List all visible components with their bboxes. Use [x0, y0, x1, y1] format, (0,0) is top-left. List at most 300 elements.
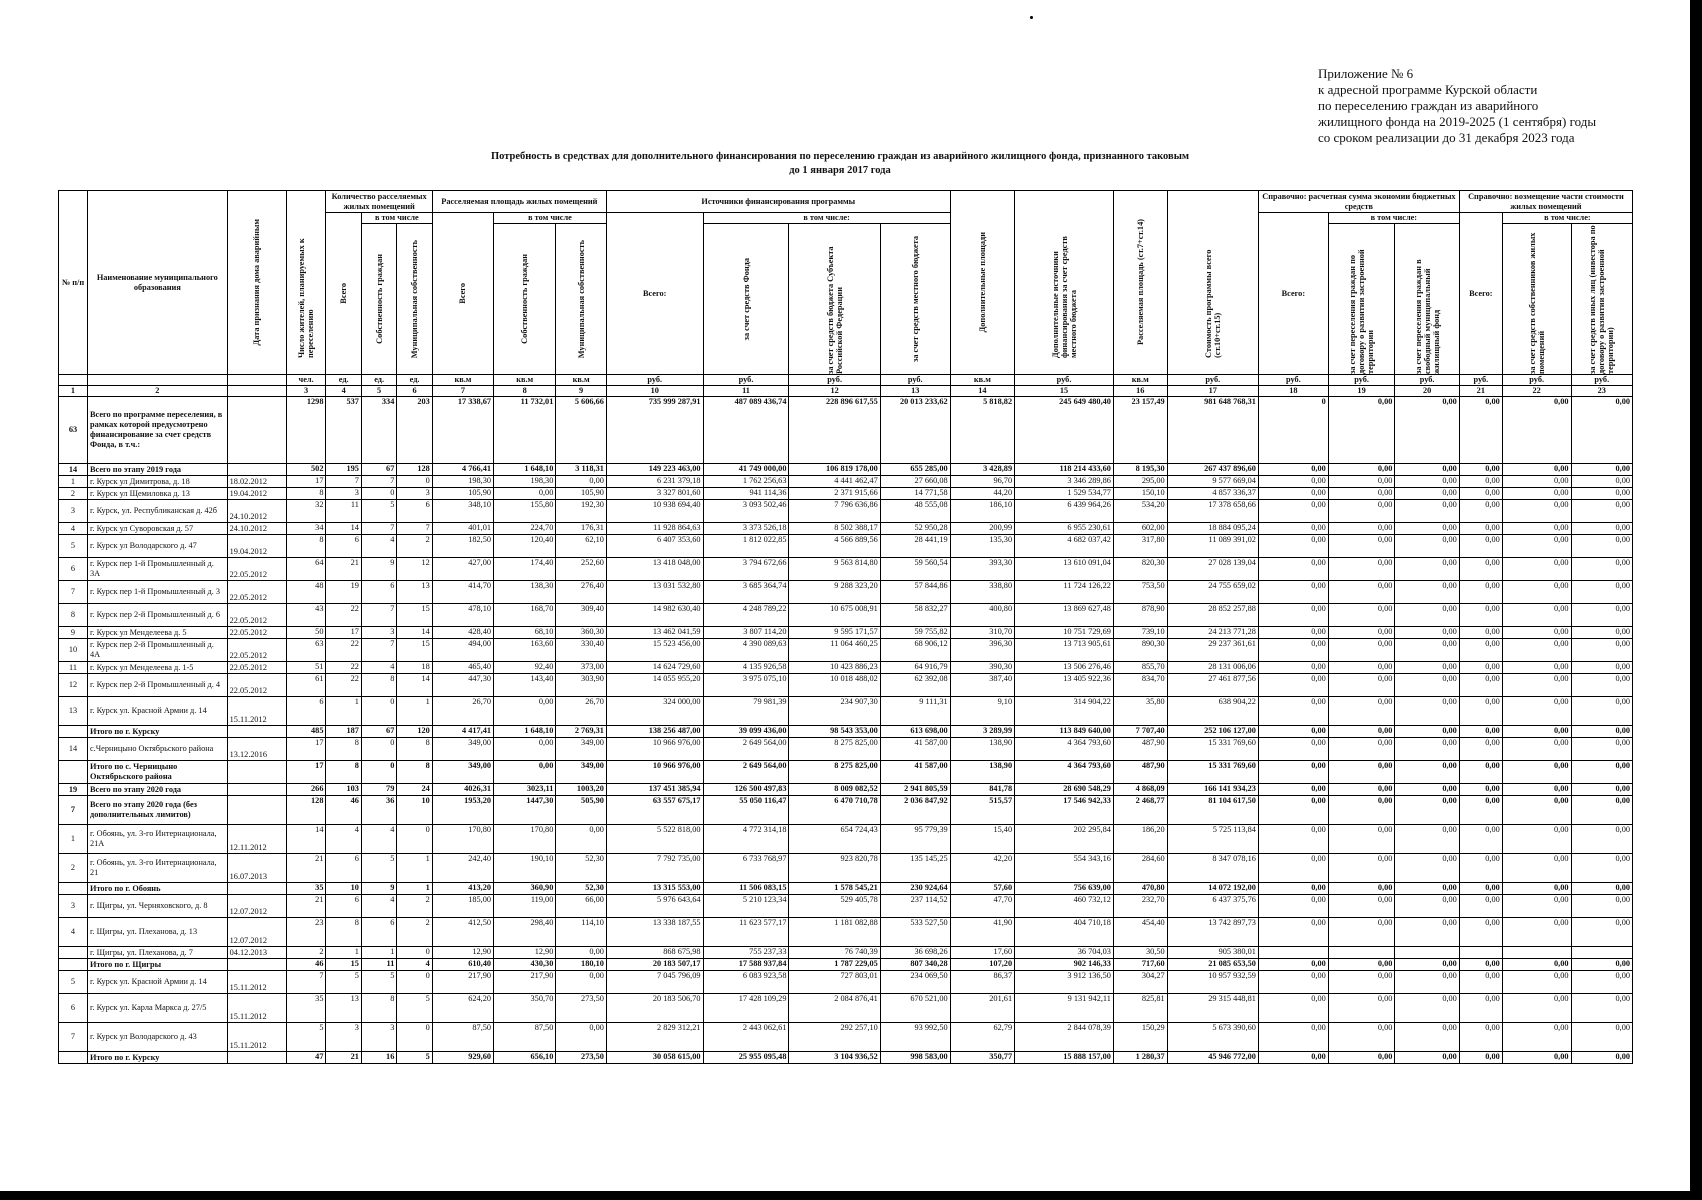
value-cell: 454,40 — [1113, 918, 1167, 947]
value-cell: 1 578 545,21 — [789, 883, 880, 895]
row-name: г. Курск пер 2-й Промышленный д. 6 — [88, 604, 228, 627]
value-cell: 170,80 — [494, 825, 556, 854]
table-body — [59, 397, 1633, 1064]
value-cell: 6 231 379,18 — [606, 476, 703, 488]
value-cell: 0,00 — [1328, 1052, 1395, 1064]
row-date: 24.10.2012 — [227, 523, 286, 535]
row-name: г. Курск ул. Красной Армии д. 14 — [88, 697, 228, 726]
row-number: 4 — [59, 523, 88, 535]
value-cell: 8 — [361, 674, 396, 697]
row-number — [59, 883, 88, 895]
row-name: г. Щигры, ул. Плеханова, д. 7 — [88, 947, 228, 959]
value-cell: 4 248 789,22 — [703, 604, 789, 627]
value-cell: 10 675 008,91 — [789, 604, 880, 627]
reimb-owners-label: за счет средств собственников жилых помещений — [1527, 232, 1546, 374]
table-row — [59, 464, 1633, 476]
value-cell: 0,00 — [1395, 994, 1459, 1023]
value-cell: 0,00 — [1459, 535, 1502, 558]
value-cell: 0,00 — [1258, 500, 1328, 523]
value-cell: 10 751 729,69 — [1015, 627, 1114, 639]
value-cell: 998 583,00 — [880, 1052, 950, 1064]
value-cell: 174,40 — [494, 558, 556, 581]
value-cell: 485 — [286, 726, 326, 738]
area-incl-header: в том числе — [494, 213, 607, 224]
value-cell: 0,00 — [1328, 796, 1395, 825]
value-cell: 5 — [286, 1023, 326, 1052]
value-cell: 98 543 353,00 — [789, 726, 880, 738]
value-cell: 5 — [361, 500, 396, 523]
value-cell: 0,00 — [1395, 796, 1459, 825]
row-number: 7 — [59, 581, 88, 604]
value-cell: 6 — [397, 500, 432, 523]
row-name: г. Курск ул Володарского д. 43 — [88, 1023, 228, 1052]
row-number: 3 — [59, 895, 88, 918]
value-cell: 5 — [397, 994, 432, 1023]
value-cell: 0,00 — [1571, 854, 1632, 883]
value-cell: 52,30 — [556, 883, 607, 895]
value-cell: 0,00 — [1571, 488, 1632, 500]
value-cell: 3 373 526,18 — [703, 523, 789, 535]
value-cell: 186,10 — [950, 500, 1014, 523]
value-cell: 35 — [286, 883, 326, 895]
value-cell: 0,00 — [1459, 784, 1502, 796]
reimb-other-header — [1571, 224, 1632, 375]
value-cell: 6 — [361, 918, 396, 947]
value-cell: 390,30 — [950, 662, 1014, 674]
unit-cell: руб. — [606, 375, 703, 386]
value-cell: 4 — [361, 535, 396, 558]
value-cell: 64 — [286, 558, 326, 581]
value-cell: 0,00 — [1502, 959, 1571, 971]
value-cell: 4 135 926,58 — [703, 662, 789, 674]
value-cell: 0,00 — [1258, 895, 1328, 918]
row-name: Итого по г. Щигры — [88, 959, 228, 971]
value-cell: 638 904,22 — [1167, 697, 1258, 726]
value-cell: 3 — [397, 488, 432, 500]
value-cell: 228 896 617,55 — [789, 397, 880, 464]
value-cell: 0,00 — [1258, 761, 1328, 784]
table-row — [59, 697, 1633, 726]
value-cell: 349,00 — [556, 738, 607, 761]
value-cell: 47 — [286, 1052, 326, 1064]
value-cell: 252 106 127,00 — [1167, 726, 1258, 738]
value-cell: 1 812 022,85 — [703, 535, 789, 558]
value-cell: 7 707,40 — [1113, 726, 1167, 738]
value-cell: 13 315 553,00 — [606, 883, 703, 895]
table-row — [59, 1023, 1633, 1052]
econ-free-header — [1395, 224, 1459, 375]
row-date: 15.11.2012 — [227, 1023, 286, 1052]
value-cell: 330,40 — [556, 639, 607, 662]
value-cell: 0,00 — [1502, 918, 1571, 947]
value-cell: 739,10 — [1113, 627, 1167, 639]
value-cell: 242,40 — [432, 854, 493, 883]
value-cell: 30,50 — [1113, 947, 1167, 959]
value-cell: 195 — [326, 464, 361, 476]
value-cell: 10 966 976,00 — [606, 738, 703, 761]
value-cell: 0,00 — [1571, 500, 1632, 523]
column-number: 22 — [1502, 386, 1571, 397]
value-cell: 0,00 — [556, 825, 607, 854]
title-line-1: Потребность в средствах для дополнительного финансирования по переселению граждан из аварийного жилищного фонда, признанного таковым — [490, 151, 1190, 162]
value-cell: 3 975 075,10 — [703, 674, 789, 697]
value-cell: 670 521,00 — [880, 994, 950, 1023]
value-cell: 655 285,00 — [880, 464, 950, 476]
value-cell: 44,20 — [950, 488, 1014, 500]
unit-cell — [227, 375, 286, 386]
value-cell: 2 084 876,41 — [789, 994, 880, 1023]
value-cell: 0,00 — [1502, 464, 1571, 476]
value-cell: 15 331 769,60 — [1167, 761, 1258, 784]
value-cell: 0,00 — [1459, 662, 1502, 674]
value-cell: 17 428 109,29 — [703, 994, 789, 1023]
value-cell: 28 852 257,88 — [1167, 604, 1258, 627]
value-cell: 9 563 814,80 — [789, 558, 880, 581]
table-row — [59, 488, 1633, 500]
value-cell: 841,78 — [950, 784, 1014, 796]
value-cell: 5 — [361, 854, 396, 883]
value-cell: 0,00 — [1571, 604, 1632, 627]
value-cell: 0,00 — [556, 947, 607, 959]
value-cell: 0,00 — [1502, 697, 1571, 726]
value-cell: 0 — [361, 697, 396, 726]
value-cell: 0,00 — [1459, 1023, 1502, 1052]
row-name: Итого по г. Обоянь — [88, 883, 228, 895]
value-cell: 103 — [326, 784, 361, 796]
value-cell: 0,00 — [1571, 523, 1632, 535]
value-cell: 0,00 — [1571, 1052, 1632, 1064]
value-cell: 11 928 864,63 — [606, 523, 703, 535]
value-cell: 0,00 — [1502, 895, 1571, 918]
value-cell: 202 295,84 — [1015, 825, 1114, 854]
value-cell: 807 340,28 — [880, 959, 950, 971]
value-cell: 868 675,98 — [606, 947, 703, 959]
value-cell: 0,00 — [1571, 761, 1632, 784]
value-cell: 400,80 — [950, 604, 1014, 627]
value-cell: 8 502 388,17 — [789, 523, 880, 535]
value-cell: 0,00 — [1459, 558, 1502, 581]
value-cell: 0,00 — [1328, 639, 1395, 662]
value-cell: 755 237,33 — [703, 947, 789, 959]
value-cell: 14 624 729,60 — [606, 662, 703, 674]
column-number: 20 — [1395, 386, 1459, 397]
value-cell: 0,00 — [1571, 1023, 1632, 1052]
table-row — [59, 854, 1633, 883]
row-number: 7 — [59, 796, 88, 825]
value-cell: 373,00 — [556, 662, 607, 674]
value-cell: 3 428,89 — [950, 464, 1014, 476]
reimb-total-header: Всего: — [1459, 213, 1502, 375]
value-cell: 0,00 — [1395, 895, 1459, 918]
table-row — [59, 662, 1633, 674]
value-cell: 29 315 448,81 — [1167, 994, 1258, 1023]
value-cell: 7 — [286, 971, 326, 994]
value-cell: 0,00 — [1459, 674, 1502, 697]
value-cell: 537 — [326, 397, 361, 464]
value-cell: 338,80 — [950, 581, 1014, 604]
value-cell: 0,00 — [1395, 784, 1459, 796]
value-cell: 6 — [326, 535, 361, 558]
unit-cell: кв.м — [494, 375, 556, 386]
value-cell: 63 557 675,17 — [606, 796, 703, 825]
value-cell: 0,00 — [1258, 854, 1328, 883]
value-cell: 0,00 — [1395, 726, 1459, 738]
value-cell: 0,00 — [1459, 825, 1502, 854]
value-cell: 0,00 — [1395, 500, 1459, 523]
value-cell: 654 724,43 — [789, 825, 880, 854]
value-cell: 46 — [286, 959, 326, 971]
row-date — [227, 796, 286, 825]
value-cell: 61 — [286, 674, 326, 697]
value-cell: 0,00 — [1459, 796, 1502, 825]
value-cell: 62 392,08 — [880, 674, 950, 697]
value-cell: 0,00 — [1502, 662, 1571, 674]
value-cell: 36 704,03 — [1015, 947, 1114, 959]
value-cell: 0,00 — [1571, 918, 1632, 947]
col-name-header: Наименование муниципального образования — [88, 191, 228, 375]
value-cell: 138 256 487,00 — [606, 726, 703, 738]
value-cell: 86,37 — [950, 971, 1014, 994]
value-cell: 753,50 — [1113, 581, 1167, 604]
value-cell: 0,00 — [1258, 558, 1328, 581]
econ-free-label: за счет переселения граждан в свободный муниципальный жилищный фонд — [1413, 259, 1441, 374]
value-cell: 298,40 — [494, 918, 556, 947]
value-cell: 176,31 — [556, 523, 607, 535]
scan-edge-right — [1690, 0, 1702, 1200]
value-cell: 3 327 801,60 — [606, 488, 703, 500]
value-cell: 17 546 942,33 — [1015, 796, 1114, 825]
row-number — [59, 1052, 88, 1064]
column-number: 2 — [88, 386, 228, 397]
value-cell: 0,00 — [494, 761, 556, 784]
value-cell: 182,50 — [432, 535, 493, 558]
value-cell: 0,00 — [1502, 796, 1571, 825]
value-cell: 0,00 — [1502, 1052, 1571, 1064]
value-cell: 0,00 — [494, 738, 556, 761]
table-row — [59, 535, 1633, 558]
value-cell: 126 500 497,83 — [703, 784, 789, 796]
value-cell: 0,00 — [1459, 895, 1502, 918]
value-cell: 3 807 114,20 — [703, 627, 789, 639]
value-cell: 349,00 — [432, 738, 493, 761]
financing-table — [58, 190, 1633, 1064]
table-row — [59, 994, 1633, 1023]
column-number: 11 — [703, 386, 789, 397]
value-cell — [1258, 947, 1328, 959]
value-cell: 0,00 — [1395, 662, 1459, 674]
value-cell: 198,30 — [432, 476, 493, 488]
value-cell: 0,00 — [1502, 1023, 1571, 1052]
value-cell: 0,00 — [1571, 726, 1632, 738]
appendix-line: со сроком реализации до 31 декабря 2023 года — [1318, 130, 1575, 145]
value-cell — [1459, 947, 1502, 959]
appendix-line: по переселению граждан из аварийного — [1318, 98, 1539, 113]
value-cell: 0 — [397, 1023, 432, 1052]
value-cell: 5 — [397, 1052, 432, 1064]
value-cell: 13 — [326, 994, 361, 1023]
value-cell: 0,00 — [1502, 994, 1571, 1023]
row-name: Всего по этапу 2020 года — [88, 784, 228, 796]
value-cell: 276,40 — [556, 581, 607, 604]
value-cell: 393,30 — [950, 558, 1014, 581]
value-cell: 427,00 — [432, 558, 493, 581]
value-cell: 3 — [361, 1023, 396, 1052]
value-cell: 27 461 877,56 — [1167, 674, 1258, 697]
value-cell: 10 423 886,23 — [789, 662, 880, 674]
value-cell: 0,00 — [1395, 627, 1459, 639]
value-cell: 245 649 480,40 — [1015, 397, 1114, 464]
value-cell: 0,00 — [1258, 581, 1328, 604]
row-name: г. Курск пер 2-й Промышленный д. 4А — [88, 639, 228, 662]
value-cell: 200,99 — [950, 523, 1014, 535]
value-cell: 13 — [397, 581, 432, 604]
column-number: 1 — [59, 386, 88, 397]
value-cell: 15,40 — [950, 825, 1014, 854]
value-cell: 0,00 — [1459, 918, 1502, 947]
table-row — [59, 918, 1633, 947]
value-cell: 13 610 091,04 — [1015, 558, 1114, 581]
value-cell: 0,00 — [1571, 639, 1632, 662]
value-cell: 6 955 230,61 — [1015, 523, 1114, 535]
value-cell: 5 976 643,64 — [606, 895, 703, 918]
value-cell: 14 072 192,00 — [1167, 883, 1258, 895]
value-cell: 67 — [361, 726, 396, 738]
row-date: 15.11.2012 — [227, 697, 286, 726]
value-cell: 201,61 — [950, 994, 1014, 1023]
value-cell: 14 771,58 — [880, 488, 950, 500]
value-cell: 0,00 — [1502, 627, 1571, 639]
value-cell: 735 999 287,91 — [606, 397, 703, 464]
value-cell: 11 724 126,22 — [1015, 581, 1114, 604]
value-cell: 0,00 — [1459, 854, 1502, 883]
value-cell: 0,00 — [1571, 627, 1632, 639]
subject-budget-header — [789, 224, 880, 375]
value-cell: 0 — [361, 761, 396, 784]
column-number: 5 — [361, 386, 396, 397]
value-cell: 0,00 — [1395, 639, 1459, 662]
value-cell: 350,77 — [950, 1052, 1014, 1064]
value-cell: 8 — [326, 738, 361, 761]
value-cell: 4 682 037,42 — [1015, 535, 1114, 558]
row-name: г. Курск ул Володарского д. 47 — [88, 535, 228, 558]
sources-total-header: Всего: — [606, 213, 703, 375]
value-cell: 1 529 534,77 — [1015, 488, 1114, 500]
value-cell: 529 405,78 — [789, 895, 880, 918]
area-municipal-header — [556, 224, 607, 375]
value-cell: 0,00 — [1571, 674, 1632, 697]
value-cell: 13 405 922,36 — [1015, 674, 1114, 697]
value-cell: 17 — [326, 627, 361, 639]
value-cell: 0,00 — [1328, 697, 1395, 726]
value-cell: 0,00 — [1258, 639, 1328, 662]
value-cell: 41 587,00 — [880, 738, 950, 761]
value-cell: 0,00 — [1459, 523, 1502, 535]
unit-cell: руб. — [1571, 375, 1632, 386]
value-cell: 349,00 — [432, 761, 493, 784]
value-cell: 4026,31 — [432, 784, 493, 796]
value-cell: 27 028 139,04 — [1167, 558, 1258, 581]
value-cell: 5 — [326, 971, 361, 994]
unit-cell: ед. — [361, 375, 396, 386]
value-cell: 7 — [361, 476, 396, 488]
row-date: 22.05.2012 — [227, 662, 286, 674]
row-number — [59, 726, 88, 738]
value-cell: 1 — [397, 854, 432, 883]
value-cell: 0,00 — [1258, 627, 1328, 639]
unit-cell: кв.м — [432, 375, 493, 386]
value-cell: 14 055 955,20 — [606, 674, 703, 697]
value-cell: 143,40 — [494, 674, 556, 697]
column-number: 8 — [494, 386, 556, 397]
value-cell: 9 595 171,57 — [789, 627, 880, 639]
value-cell: 1 648,10 — [494, 726, 556, 738]
row-number: 2 — [59, 488, 88, 500]
value-cell: 113 849 640,00 — [1015, 726, 1114, 738]
value-cell: 3 289,99 — [950, 726, 1014, 738]
value-cell: 35,80 — [1113, 697, 1167, 726]
value-cell: 2 844 078,39 — [1015, 1023, 1114, 1052]
table-row — [59, 523, 1633, 535]
subject-budget-label: за счет средств бюджета Субъекта Российской Федерации — [825, 246, 844, 374]
value-cell: 295,00 — [1113, 476, 1167, 488]
value-cell: 6 470 710,78 — [789, 796, 880, 825]
table-row — [59, 947, 1633, 959]
col-program-cost-label: Стоимость программы всего (ст.10+ст.15) — [1203, 249, 1222, 358]
col-no-header: № п/п — [59, 191, 88, 375]
table-row — [59, 825, 1633, 854]
unit-cell: руб. — [789, 375, 880, 386]
value-cell: 155,80 — [494, 500, 556, 523]
value-cell: 4 566 889,56 — [789, 535, 880, 558]
value-cell: 1003,20 — [556, 784, 607, 796]
value-cell: 9 288 323,20 — [789, 581, 880, 604]
value-cell: 0,00 — [1395, 971, 1459, 994]
row-date: 15.11.2012 — [227, 971, 286, 994]
value-cell: 1 280,37 — [1113, 1052, 1167, 1064]
value-cell: 0 — [397, 947, 432, 959]
value-cell: 10 — [326, 883, 361, 895]
value-cell: 0,00 — [494, 697, 556, 726]
value-cell: 401,01 — [432, 523, 493, 535]
value-cell: 0,00 — [1328, 854, 1395, 883]
row-date: 22.05.2012 — [227, 674, 286, 697]
row-number: 1 — [59, 476, 88, 488]
value-cell: 0,00 — [1502, 761, 1571, 784]
unit-cell: чел. — [286, 375, 326, 386]
column-number: 12 — [789, 386, 880, 397]
value-cell: 0,00 — [1459, 971, 1502, 994]
value-cell: 284,60 — [1113, 854, 1167, 883]
value-cell: 105,90 — [432, 488, 493, 500]
value-cell: 273,50 — [556, 1052, 607, 1064]
value-cell: 613 698,00 — [880, 726, 950, 738]
value-cell: 0 — [397, 825, 432, 854]
row-date: 22.05.2012 — [227, 581, 286, 604]
row-name: г. Щигры, ул. Черняховского, д. 8 — [88, 895, 228, 918]
row-number: 9 — [59, 627, 88, 639]
value-cell: 17 378 658,66 — [1167, 500, 1258, 523]
unit-cell: кв.м — [950, 375, 1014, 386]
value-cell: 46 — [326, 796, 361, 825]
value-cell: 534,20 — [1113, 500, 1167, 523]
value-cell: 0,00 — [1328, 535, 1395, 558]
value-cell: 9,10 — [950, 697, 1014, 726]
value-cell: 0,00 — [1328, 662, 1395, 674]
value-cell: 929,60 — [432, 1052, 493, 1064]
row-name: г. Курск ул. Карла Маркса д. 27/5 — [88, 994, 228, 1023]
value-cell: 727 803,01 — [789, 971, 880, 994]
value-cell: 7 — [326, 476, 361, 488]
